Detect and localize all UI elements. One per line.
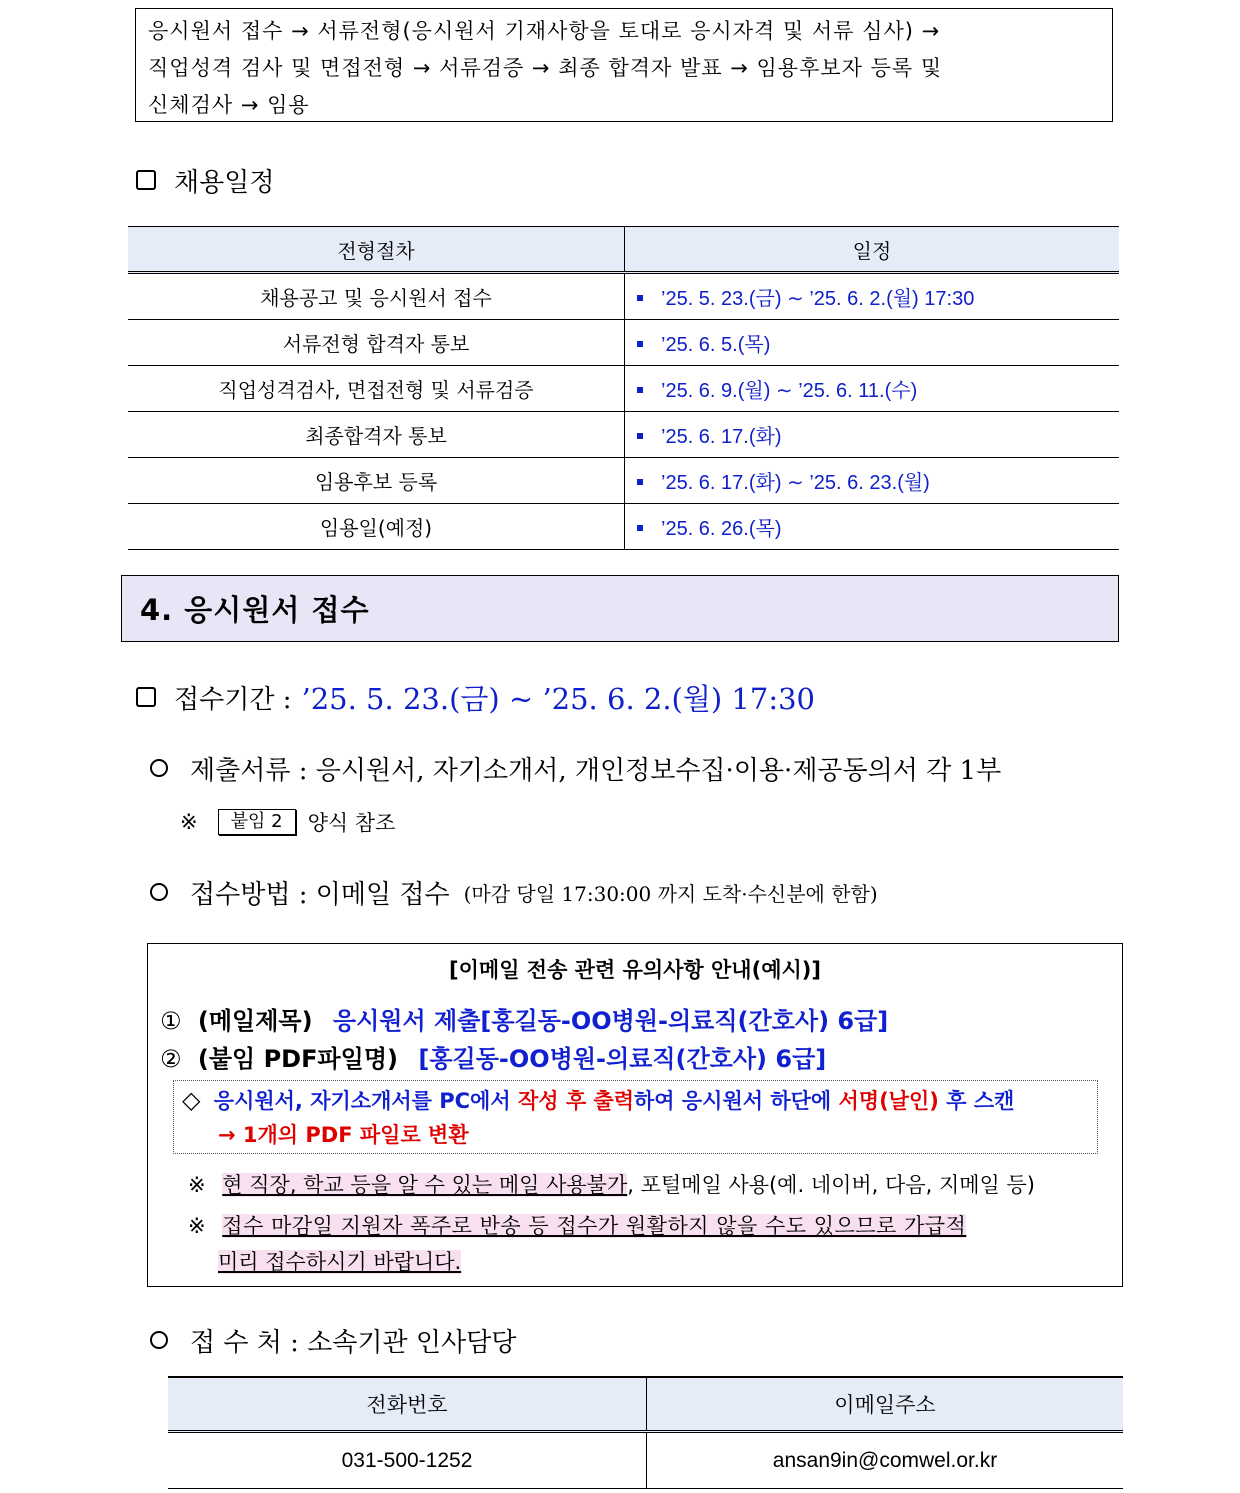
notice-title: [이메일 전송 관련 유의사항 안내(예시)]: [449, 958, 821, 982]
warning-line-1: [188, 1169, 1035, 1199]
section-title: 4. 응시원서 접수: [140, 593, 370, 627]
date-text: ’25. 6. 9.(월) ∼ ’25. 6. 11.(수): [661, 380, 918, 402]
table-row: [128, 458, 1119, 504]
warning-highlight: 접수 마감일 지원자 폭주로 반송 등 접수가 원활하지 않을 수도 있으므로 가급적: [222, 1214, 967, 1238]
square-bullet-icon: [637, 479, 643, 485]
warning-line-3: [218, 1246, 461, 1276]
documents-line: [150, 746, 1001, 790]
date-cell: [625, 504, 1120, 550]
attachment-badge: 붙임 2: [218, 809, 296, 835]
square-bullet-icon: [136, 687, 156, 707]
pdf-instruction-box: [173, 1080, 1098, 1154]
schedule-heading-text: 채용일정: [174, 167, 275, 198]
instruction-part-d: 서명(날인): [838, 1089, 939, 1113]
square-bullet-icon: [637, 341, 643, 347]
phone-cell: 031-500-1252: [168, 1432, 647, 1489]
contact-place-line: [150, 1318, 516, 1362]
process-line-2: 직업성격 검사 및 면접전형 → 서류검증 → 최종 합격자 발표 → 임용후보자 등록 및: [148, 56, 943, 80]
col-header-phone: 전화번호: [168, 1377, 647, 1432]
date-text: ’25. 6. 17.(화) ∼ ’25. 6. 23.(월): [661, 472, 930, 494]
diamond-icon: ◇: [182, 1086, 201, 1114]
table-row: [128, 273, 1119, 320]
row-label: (메일제목): [197, 1007, 313, 1035]
process-line-1: 응시원서 접수 → 서류전형(응시원서 기재사항을 토대로 응시자격 및 서류 심사) →: [148, 19, 941, 43]
circle-bullet-icon: [150, 759, 168, 777]
square-bullet-icon: [637, 525, 643, 531]
table-row: [128, 366, 1119, 412]
date-text: ’25. 6. 17.(화): [661, 426, 782, 448]
note-mark: ※: [180, 810, 198, 834]
warning-highlight: 현 직장, 학교 등을 알 수 있는 메일 사용불가: [222, 1173, 628, 1197]
schedule-table: [128, 226, 1119, 550]
process-line-3: 신체검사 → 임용: [148, 93, 310, 117]
col-header-step: 전형절차: [128, 227, 625, 273]
step-cell: 채용공고 및 응시원서 접수: [128, 273, 625, 320]
row-value: [홍길동-OO병원-의료직(간호사) 6급]: [418, 1045, 827, 1073]
email-cell: ansan9in@comwel.or.kr: [647, 1432, 1124, 1489]
step-cell: 임용후보 등록: [128, 458, 625, 504]
row-number: ②: [160, 1045, 182, 1073]
table-row: [128, 504, 1119, 550]
note-text: 양식 참조: [307, 811, 396, 835]
warning-rest: , 포털메일 사용(예. 네이버, 다음, 지메일 등): [627, 1173, 1035, 1197]
step-cell: 서류전형 합격자 통보: [128, 320, 625, 366]
step-cell: 임용일(예정): [128, 504, 625, 550]
instruction-part-e: 후 스캔: [938, 1089, 1015, 1113]
method-note: (마감 당일 17:30:00 까지 도착·수신분에 한함): [463, 881, 878, 906]
table-row: [128, 320, 1119, 366]
warning-mark: ※: [188, 1173, 206, 1197]
section-header: [121, 575, 1119, 642]
email-notice-box: [147, 943, 1123, 1287]
date-text: ’25. 6. 26.(목): [661, 518, 782, 540]
row-value: 응시원서 제출[홍길동-OO병원-의료직(간호사) 6급]: [332, 1007, 889, 1035]
square-bullet-icon: [637, 387, 643, 393]
period-value: ’25. 5. 23.(금) ∼ ’25. 6. 2.(월) 17:30: [301, 681, 815, 716]
contact-table: [168, 1376, 1123, 1489]
process-flow-box: [135, 8, 1113, 122]
application-period: [136, 674, 815, 720]
step-cell: 최종합격자 통보: [128, 412, 625, 458]
date-cell: [625, 320, 1120, 366]
documents-note: [180, 805, 395, 839]
instruction-line-1: [182, 1085, 1014, 1115]
documents-text: 제출서류 : 응시원서, 자기소개서, 개인정보수집·이용·제공동의서 각 1부: [190, 755, 1002, 786]
warning-highlight: 미리 접수하시기 바랍니다.: [218, 1250, 462, 1274]
instruction-line-2: → 1개의 PDF 파일로 변환: [218, 1123, 469, 1147]
date-cell: [625, 366, 1120, 412]
notice-row-mail-subject: [160, 1001, 888, 1036]
col-header-email: 이메일주소: [647, 1377, 1124, 1432]
schedule-heading: [136, 160, 274, 200]
row-number: ①: [160, 1007, 182, 1035]
circle-bullet-icon: [150, 1331, 168, 1349]
square-bullet-icon: [136, 170, 156, 190]
instruction-part-a: 응시원서, 자기소개서를 PC에서: [213, 1089, 518, 1113]
date-cell: [625, 458, 1120, 504]
warning-mark: ※: [188, 1214, 206, 1238]
circle-bullet-icon: [150, 883, 168, 901]
table-row: [128, 412, 1119, 458]
date-text: ’25. 6. 5.(목): [661, 334, 771, 356]
date-text: ’25. 5. 23.(금) ∼ ’25. 6. 2.(월) 17:30: [661, 288, 975, 310]
square-bullet-icon: [637, 433, 643, 439]
date-cell: [625, 412, 1120, 458]
instruction-part-b: 작성 후 출력: [517, 1089, 634, 1113]
step-cell: 직업성격검사, 면접전형 및 서류검증: [128, 366, 625, 412]
col-header-date: 일정: [625, 227, 1120, 273]
instruction-part-c: 하여 응시원서 하단에: [634, 1089, 839, 1113]
notice-row-pdf-name: [160, 1039, 826, 1074]
date-cell: [625, 273, 1120, 320]
contact-place-text: 접 수 처 : 소속기관 인사담당: [190, 1327, 517, 1358]
method-text: 접수방법 : 이메일 접수: [190, 879, 450, 910]
row-label: (붙임 PDF파일명): [197, 1045, 398, 1073]
method-line: [150, 870, 878, 914]
warning-line-2: [188, 1210, 966, 1240]
table-row: [168, 1432, 1123, 1489]
square-bullet-icon: [637, 295, 643, 301]
period-label: 접수기간 :: [174, 684, 292, 715]
